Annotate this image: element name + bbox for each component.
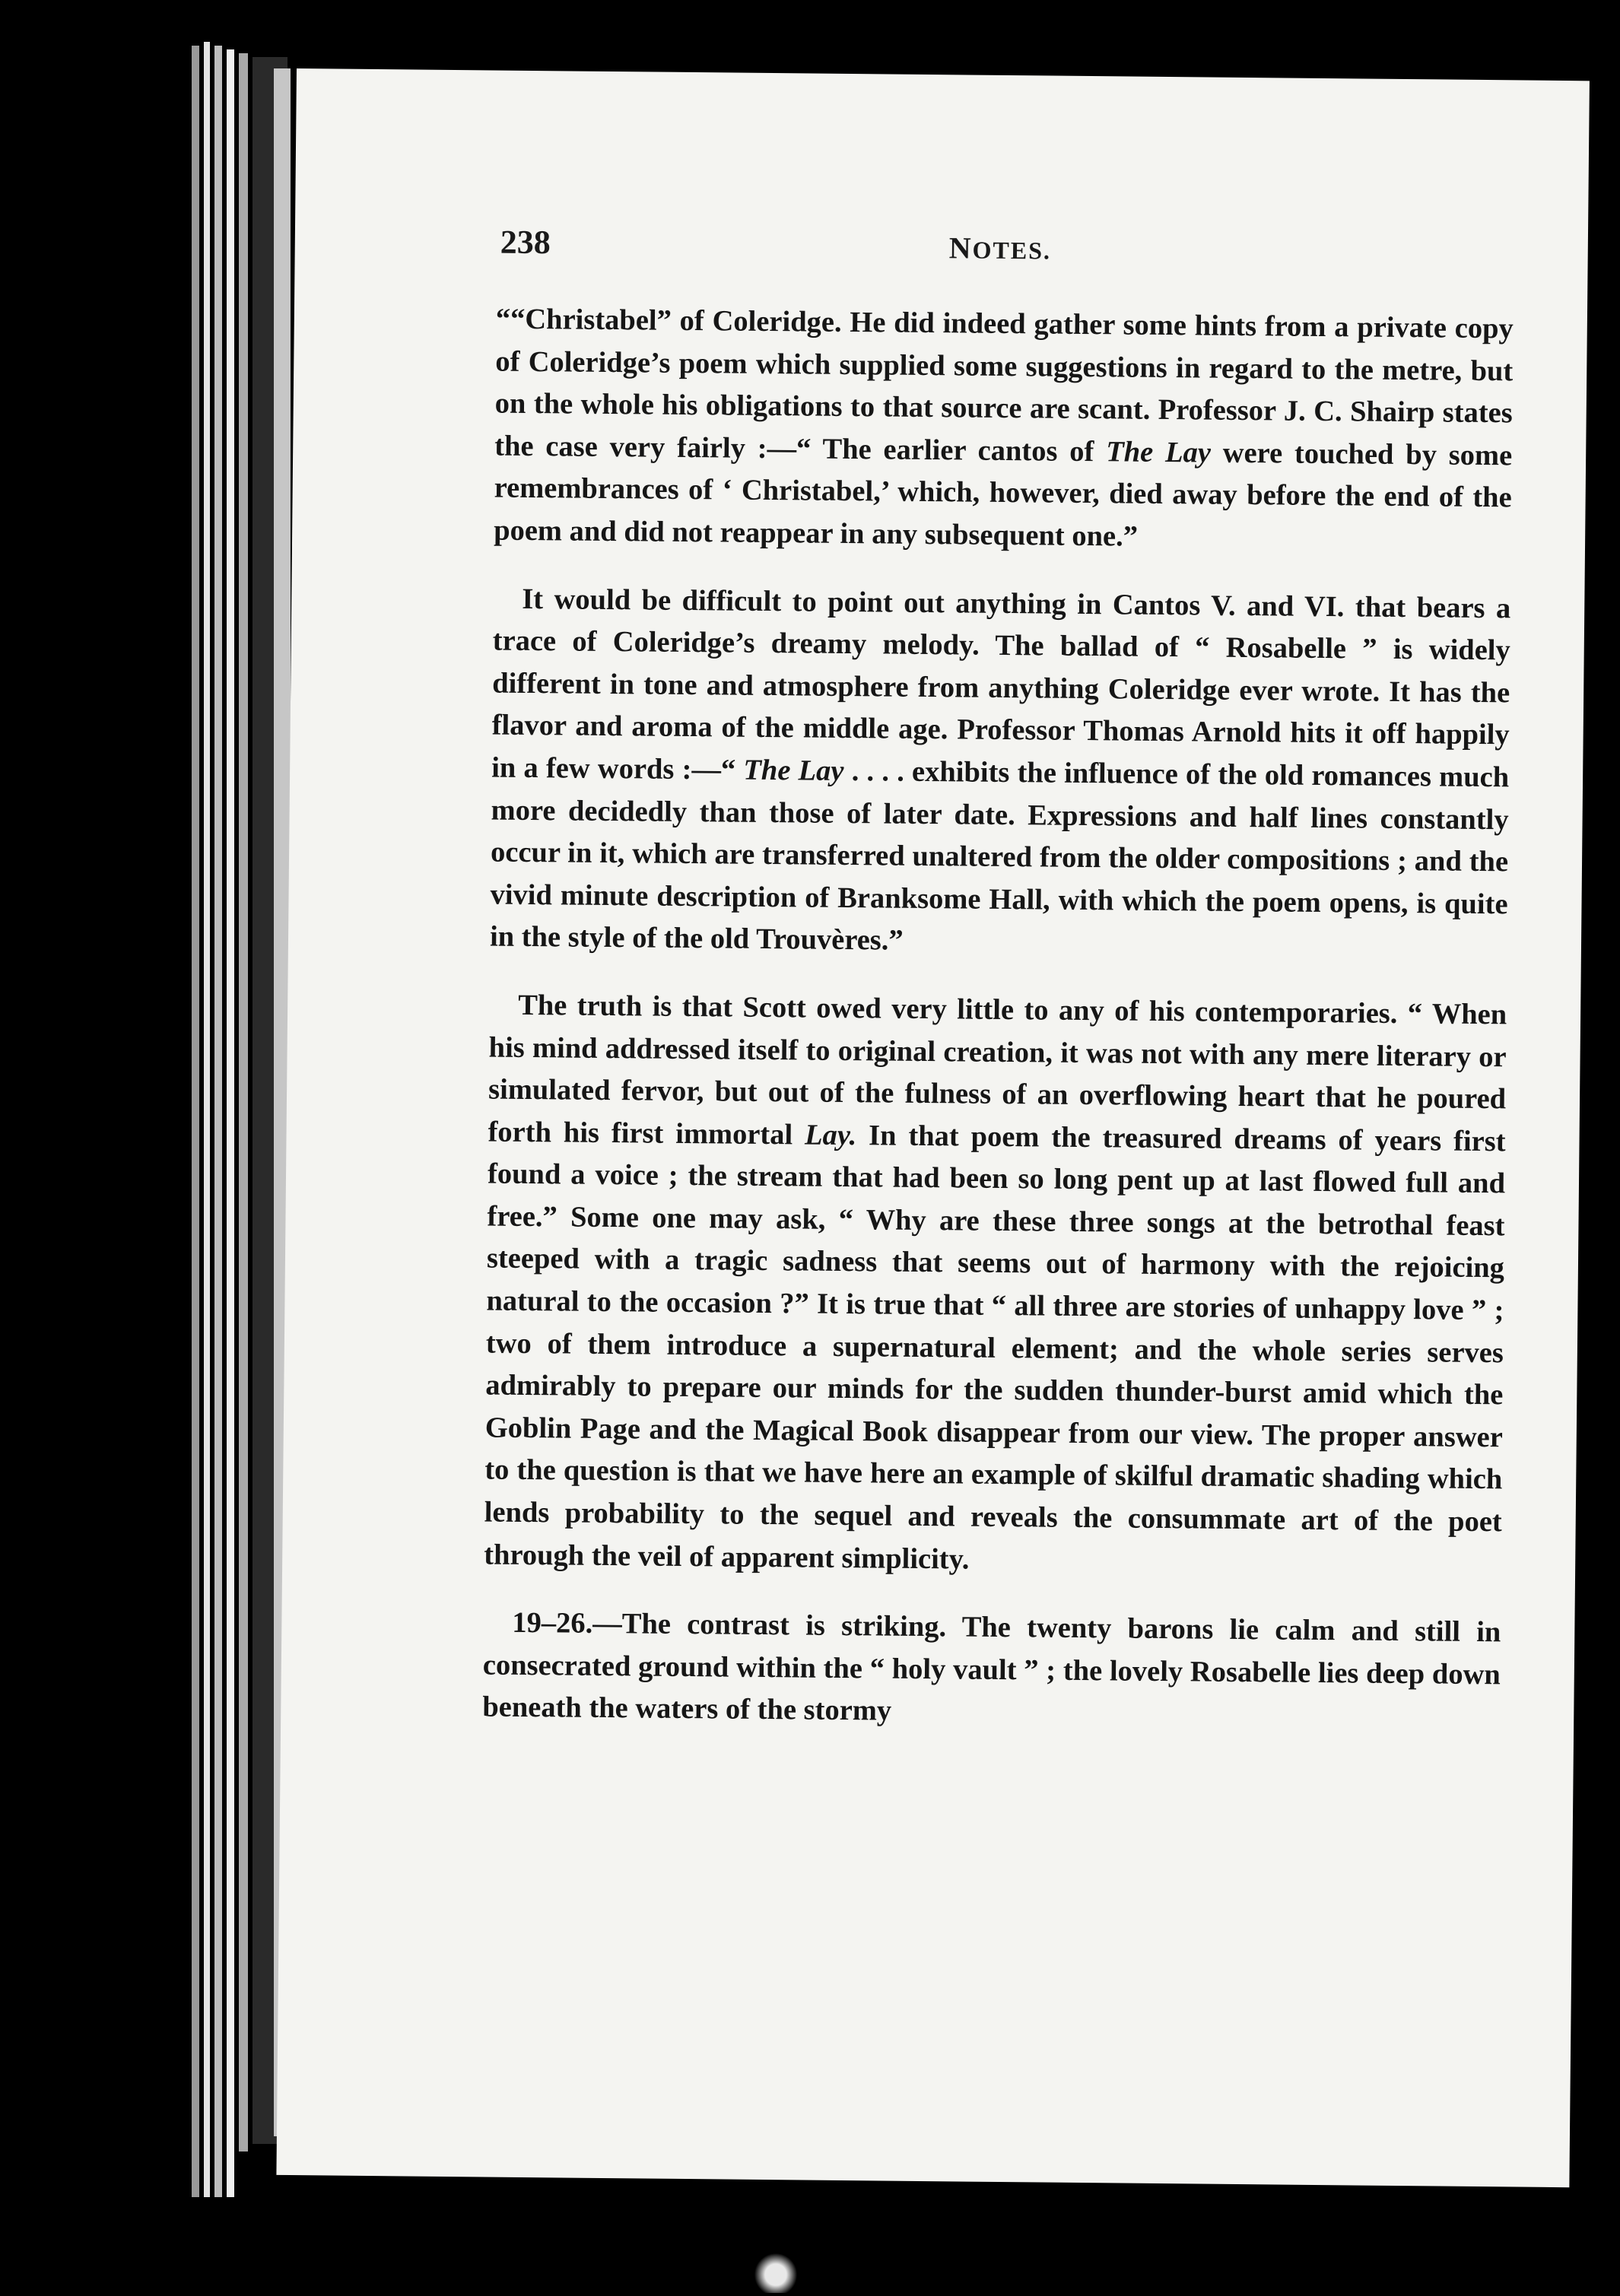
running-head-rest: OTES.: [972, 236, 1052, 265]
page-edge: [214, 46, 222, 2197]
paragraph-text: ““Christabel” of Coleridge. He did indeed gather some hints from a private copy of Coleridge’s poem which supplied some suggestions in regard to the metre, but on the whole his obligations to that source are scant. Professor J. C. Shairp states the case very fairly :—“ The earlier cantos of: [494, 303, 1514, 468]
page-number: 238: [500, 223, 551, 262]
running-head: [949, 230, 1052, 266]
page-edge: [204, 42, 210, 2197]
page-body: [482, 299, 1514, 1739]
paragraph-text: 19–26.—The contrast is striking. The twenty barons lie calm and still in consecrated ground within the “ holy vault ” ; the lovely Rosabelle lies deep down beneath the waters of the stormy: [482, 1607, 1501, 1728]
paragraph-text: It would be difficult to point out anything in Cantos V. and VI. that bears a trace of Coleridge’s dreamy melody. The ballad of “ Rosabelle ” is widely different in tone and atmosphere from anything Coleridge ever wrote. It has the flavor and aroma of the middle age. Professor Thomas Arnold hits it off happily in a few words :—“: [491, 583, 1511, 786]
italic-title: The Lay: [1106, 436, 1212, 469]
paragraph: [484, 984, 1507, 1586]
book-page: [276, 68, 1590, 2187]
paragraph: [494, 299, 1514, 562]
page-edge: [239, 53, 248, 2152]
paragraph-text: . . . . exhibits the influence of the old romances much more decidedly than those of later date. Expressions and half lines constantly occur in it, which are transferred unaltered from the older compositions ; and the vivid minute description of Branksome Hall, with which the poem opens, is quite in the style of the old Trouvères.”: [489, 754, 1510, 957]
italic-title: Lay.: [804, 1119, 857, 1151]
ornament-fragment: [753, 2247, 799, 2293]
paragraph-text: In that poem the treasured dreams of years first found a voice ; the stream that had been so long pent up at last flowed full and free.” Some one may ask, “ Why are these three songs at the betrothal feast steeped with a tragic sadness that seems out of harmony with the rejoicing natural to the occasion ?” It is true that “ all three are stories of unhappy love ” ; two of them introduce a supernatural element; and the whole series serves admirably to prepare our minds for the sudden thunder-burst amid which the Goblin Page and the Magical Book disappear from our view. The proper answer to the question is that we have here an example of skilful dramatic shading which lends probability to the sequel and reveals the consummate art of the poet through the veil of apparent simplicity.: [484, 1119, 1506, 1576]
paragraph: [482, 1602, 1501, 1739]
page-edge: [227, 49, 234, 2197]
paragraph-text: were touched by some remembrances of ‘ Christabel,’ which, however, died away before the end of the poem and did not reappear in any subsequent one.”: [493, 437, 1513, 553]
paragraph: [490, 578, 1511, 968]
page-header: [500, 223, 1596, 279]
italic-title: The Lay: [743, 754, 844, 787]
page-edge: [192, 46, 199, 2197]
running-head-initial: N: [948, 230, 973, 265]
paragraph-text: The truth is that Scott owed very little to any of his contemporaries. “ When his mind addressed itself to original creation, it was not with any mere literary or simulated fervor, but out of the fulness of an overflowing heart that he poured forth his first immortal: [488, 989, 1507, 1151]
